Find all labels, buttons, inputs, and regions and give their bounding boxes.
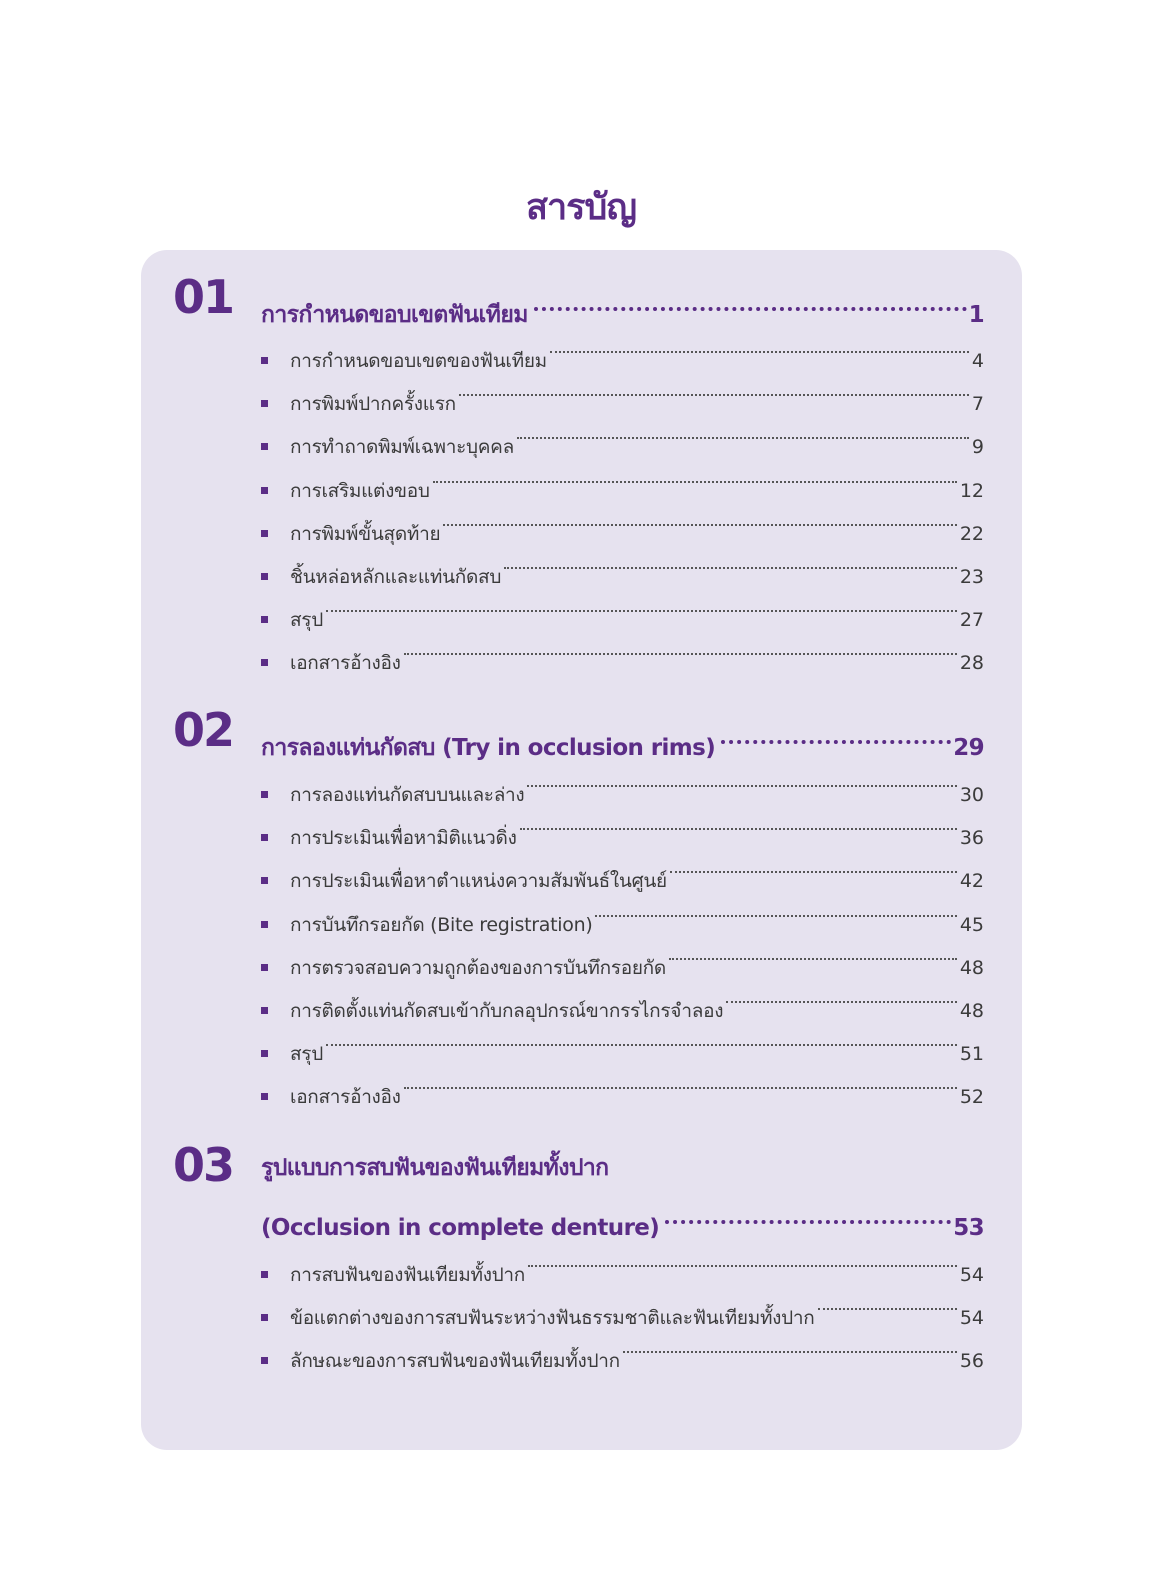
toc-entry[interactable] (261, 1238, 984, 1286)
bullet-icon (261, 659, 268, 666)
dot-leader (517, 410, 969, 453)
dot-leader (721, 711, 951, 755)
toc-entry[interactable] (261, 626, 984, 675)
page-title: สารบัญ (525, 187, 637, 228)
bullet-icon (261, 443, 268, 450)
bullet-icon (261, 791, 268, 798)
entry-page-number: 48 (959, 956, 984, 979)
entry-label: การประเมินเพื่อหามิติแนวดิ่ง (290, 827, 517, 850)
bullet-icon (261, 834, 268, 841)
entry-label: สรุป (290, 609, 323, 632)
entry-page-number: 52 (959, 1086, 984, 1109)
toc-entry[interactable] (261, 1060, 984, 1109)
entry-page-number: 4 (971, 350, 984, 372)
bullet-icon (261, 877, 268, 884)
dot-leader (504, 540, 957, 583)
dot-leader (595, 888, 956, 931)
bullet-icon (261, 964, 268, 971)
chapter-entries (261, 758, 984, 1109)
entry-page-number: 54 (959, 1264, 984, 1286)
chapter-title-line1[interactable] (261, 1146, 984, 1190)
dot-leader (404, 626, 957, 669)
dot-leader (669, 931, 957, 974)
entry-page-number: 28 (959, 652, 984, 675)
chapter-title-thai: รูปแบบการสบฟันของฟันเทียมทั้งปาก (261, 1155, 609, 1181)
entry-label: การบันทึกรอยกัด (Bite registration) (290, 913, 593, 936)
entry-label: ชิ้นหล่อหลักและแท่นกัดสบ (290, 565, 502, 588)
entry-label: ลักษณะของการสบฟันของฟันเทียมทั้งปาก (290, 1350, 620, 1373)
entry-page-number: 56 (959, 1350, 984, 1373)
dot-leader (528, 1238, 957, 1281)
entry-label: การลองแท่นกัดสบบนและล่าง (290, 784, 525, 806)
entry-label: เอกสารอ้างอิง (290, 652, 401, 675)
toc-entry[interactable] (261, 583, 984, 632)
chapter-title: การกำหนดขอบเขตฟันเทียม (261, 302, 528, 328)
bullet-icon (261, 530, 268, 537)
entry-label: การทำถาดพิมพ์เฉพาะบุคคล (290, 436, 514, 459)
dot-leader (326, 1017, 957, 1060)
bullet-icon (261, 1007, 268, 1014)
dot-leader (459, 367, 969, 410)
dot-leader (726, 974, 957, 1017)
entry-label: การกำหนดขอบเขตของฟันเทียม (290, 350, 547, 372)
chapter-page-number: 29 (953, 735, 984, 761)
entry-label: การติดตั้งแท่นกัดสบเข้ากับกลอุปกรณ์ขากรรไกรจำลอง (290, 999, 724, 1022)
entry-page-number: 23 (959, 565, 984, 588)
entry-page-number: 54 (959, 1307, 984, 1330)
dot-leader (527, 758, 956, 801)
entry-label: การพิมพ์ปากครั้งแรก (290, 393, 456, 416)
chapter-number: 02 (173, 703, 234, 757)
entry-label: การเสริมแต่งขอบ (290, 479, 430, 502)
dot-leader (326, 583, 957, 626)
entry-label: ข้อแตกต่างของการสบฟันระหว่างฟันธรรมชาติและฟันเทียมทั้งปาก (290, 1307, 815, 1330)
entry-page-number: 42 (959, 870, 984, 893)
entry-label: เอกสารอ้างอิง (290, 1086, 401, 1109)
entry-label: การตรวจสอบความถูกต้องของการบันทึกรอยกัด (290, 956, 666, 979)
entry-label: การสบฟันของฟันเทียมทั้งปาก (290, 1264, 526, 1286)
dot-leader (550, 324, 969, 367)
dot-leader (433, 454, 957, 497)
chapter-page-number: 1 (968, 302, 984, 328)
chapter-page-number: 53 (953, 1215, 984, 1241)
bullet-icon (261, 400, 268, 407)
bullet-icon (261, 921, 268, 928)
entry-label: การประเมินเพื่อหาตำแหน่งความสัมพันธ์ในศูนย์ (290, 870, 667, 893)
dot-leader (665, 1191, 951, 1235)
entry-page-number: 22 (959, 522, 984, 545)
bullet-icon (261, 573, 268, 580)
table-of-contents-card (141, 250, 1022, 1450)
chapter-title: (Occlusion in complete denture) (261, 1215, 660, 1241)
dot-leader (404, 1060, 957, 1103)
chapter-entries (261, 1238, 984, 1373)
bullet-icon (261, 357, 268, 364)
bullet-icon (261, 487, 268, 494)
bullet-icon (261, 1271, 268, 1278)
chapter-number: 03 (173, 1138, 234, 1192)
chapter-number: 01 (173, 270, 234, 324)
toc-entry[interactable] (261, 758, 984, 806)
entry-page-number: 36 (959, 827, 984, 850)
chapter-entries (261, 324, 984, 675)
bullet-icon (261, 616, 268, 623)
entry-page-number: 27 (959, 609, 984, 632)
dot-leader (670, 844, 957, 887)
entry-page-number: 48 (959, 999, 984, 1022)
bullet-icon (261, 1050, 268, 1057)
entry-page-number: 30 (959, 784, 984, 806)
dot-leader (623, 1324, 957, 1367)
entry-page-number: 45 (959, 913, 984, 936)
chapter-title: การลองแท่นกัดสบ (Try in occlusion rims) (261, 735, 716, 761)
toc-entry[interactable] (261, 324, 984, 372)
dot-leader (443, 497, 957, 540)
entry-label: สรุป (290, 1043, 323, 1066)
entry-page-number: 9 (971, 436, 984, 459)
entry-label: การพิมพ์ขั้นสุดท้าย (290, 522, 441, 545)
dot-leader (818, 1281, 957, 1324)
bullet-icon (261, 1093, 268, 1100)
bullet-icon (261, 1357, 268, 1364)
dot-leader (534, 278, 967, 322)
entry-page-number: 7 (971, 393, 984, 416)
dot-leader (520, 801, 957, 844)
entry-page-number: 12 (959, 479, 984, 502)
entry-page-number: 51 (959, 1043, 984, 1066)
toc-entry[interactable] (261, 1017, 984, 1066)
bullet-icon (261, 1314, 268, 1321)
